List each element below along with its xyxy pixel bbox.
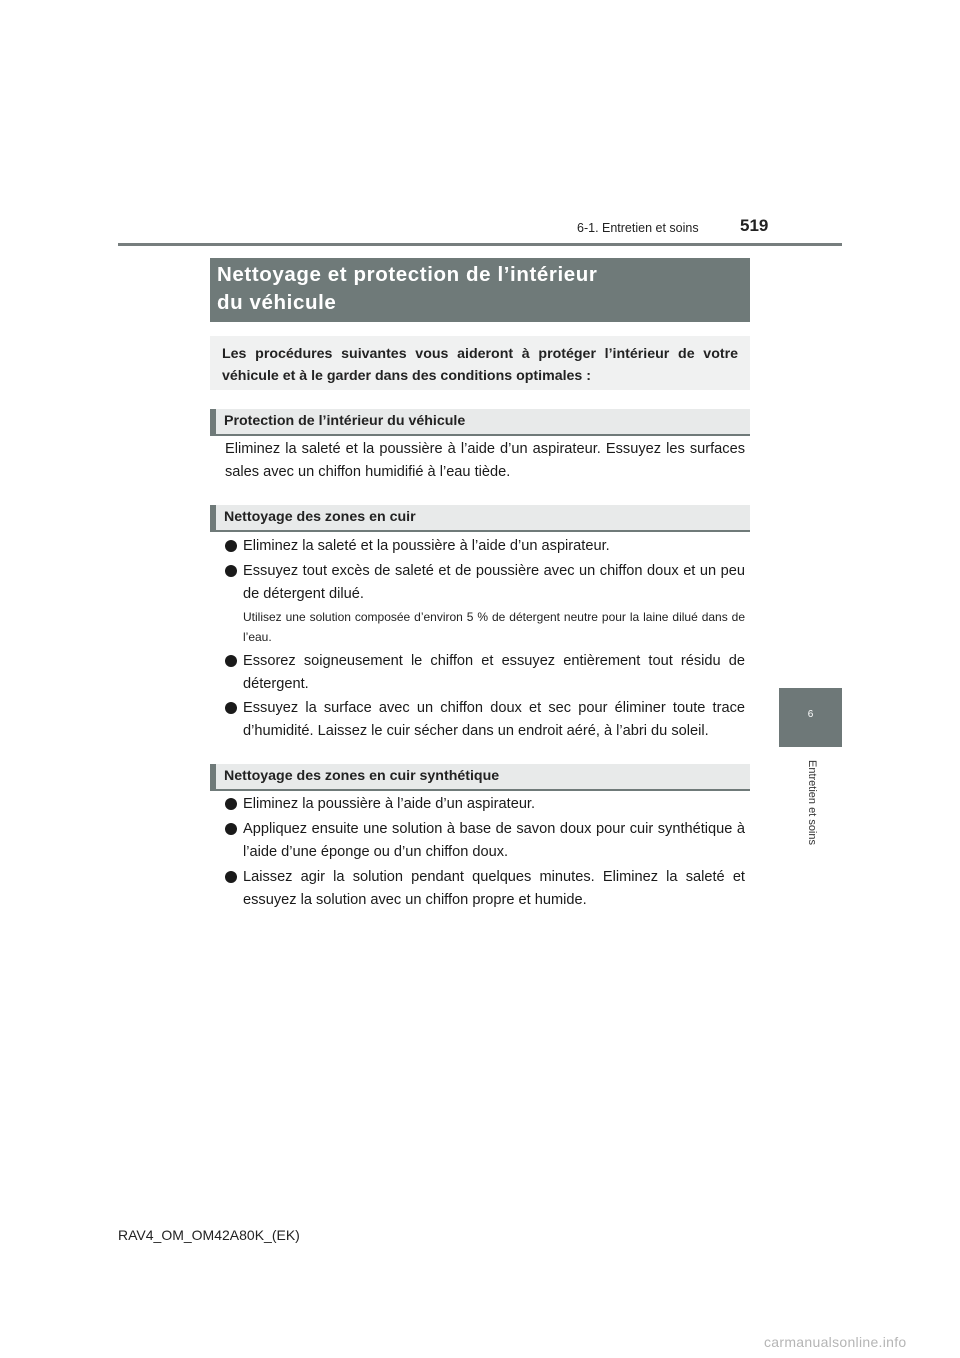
section-heading-synthetic-leather — [210, 764, 750, 791]
section-heading-protection — [210, 409, 750, 436]
document-code: RAV4_OM_OM42A80K_(EK) — [118, 1227, 300, 1243]
section-heading-marker — [210, 505, 216, 530]
page-title-line-1: Nettoyage et protection de l’intérieur — [217, 263, 598, 286]
list-item-text: Appliquez ensuite une solution à base de savon doux pour cuir synthétique à l’aide d’une éponge ou d’un chiffon doux. — [243, 821, 745, 860]
page-title — [210, 258, 750, 322]
section-heading-leather — [210, 505, 750, 532]
list-item-text: Eliminez la saleté et la poussière à l’aide d’un aspirateur. — [243, 538, 610, 554]
list-item — [225, 866, 745, 912]
bullet-icon — [225, 798, 237, 810]
section-paragraph: Eliminez la saleté et la poussière à l’aide d’un aspirateur. Essuyez les surfaces sales avec un chiffon humidifié à l’eau tiède. — [225, 441, 745, 480]
list-item-text: Essorez soigneusement le chiffon et essuyez entièrement tout résidu de détergent. — [243, 653, 745, 692]
header-section-title: 6-1. Entretien et soins — [577, 221, 699, 235]
chapter-tab-label: Entretien et soins — [806, 760, 818, 845]
bullet-icon — [225, 823, 237, 835]
list-item — [225, 535, 745, 558]
bullet-icon — [225, 540, 237, 552]
section-heading-label: Protection de l’intérieur du véhicule — [224, 413, 466, 429]
intro-text: Les procédures suivantes vous aideront à protéger l’intérieur de votre véhicule et à le garder dans des conditions optimales : — [222, 346, 738, 384]
section-heading-label: Nettoyage des zones en cuir synthétique — [224, 768, 500, 784]
bullet-icon — [225, 565, 237, 577]
list-item-text: Laissez agir la solution pendant quelques minutes. Eliminez la saleté et essuyez la solution avec un chiffon propre et humide. — [243, 869, 745, 908]
page-title-line-2: du véhicule — [217, 291, 337, 314]
header-rule — [118, 243, 842, 246]
bullet-icon — [225, 655, 237, 667]
section-heading-label: Nettoyage des zones en cuir — [224, 509, 416, 525]
bullet-icon — [225, 702, 237, 714]
list-item-text: Essuyez tout excès de saleté et de poussière avec un chiffon doux et un peu de détergent dilué. — [243, 563, 745, 602]
bullet-icon — [225, 871, 237, 883]
page-number: 519 — [740, 216, 769, 235]
note-text: Utilisez une solution composée d’environ 5 % de détergent neutre pour la laine dilué dans de l’eau. — [243, 610, 745, 644]
chapter-tab-number: 6 — [807, 709, 814, 720]
list-item-text: Eliminez la poussière à l’aide d’un aspirateur. — [243, 796, 536, 812]
list-item — [225, 793, 745, 816]
section-heading-marker — [210, 764, 216, 789]
list-item-text: Essuyez la surface avec un chiffon doux et sec pour éliminer toute trace d’humidité. Laissez le cuir sécher dans un endroit aéré, à l’abri du soleil. — [243, 700, 745, 739]
section-heading-marker — [210, 409, 216, 434]
watermark: carmanualsonline.info — [764, 1334, 907, 1350]
list-item — [225, 697, 745, 743]
chapter-tab — [779, 688, 842, 747]
intro-box — [210, 336, 750, 390]
list-item — [225, 560, 745, 606]
list-item — [225, 650, 745, 696]
list-item — [225, 818, 745, 864]
